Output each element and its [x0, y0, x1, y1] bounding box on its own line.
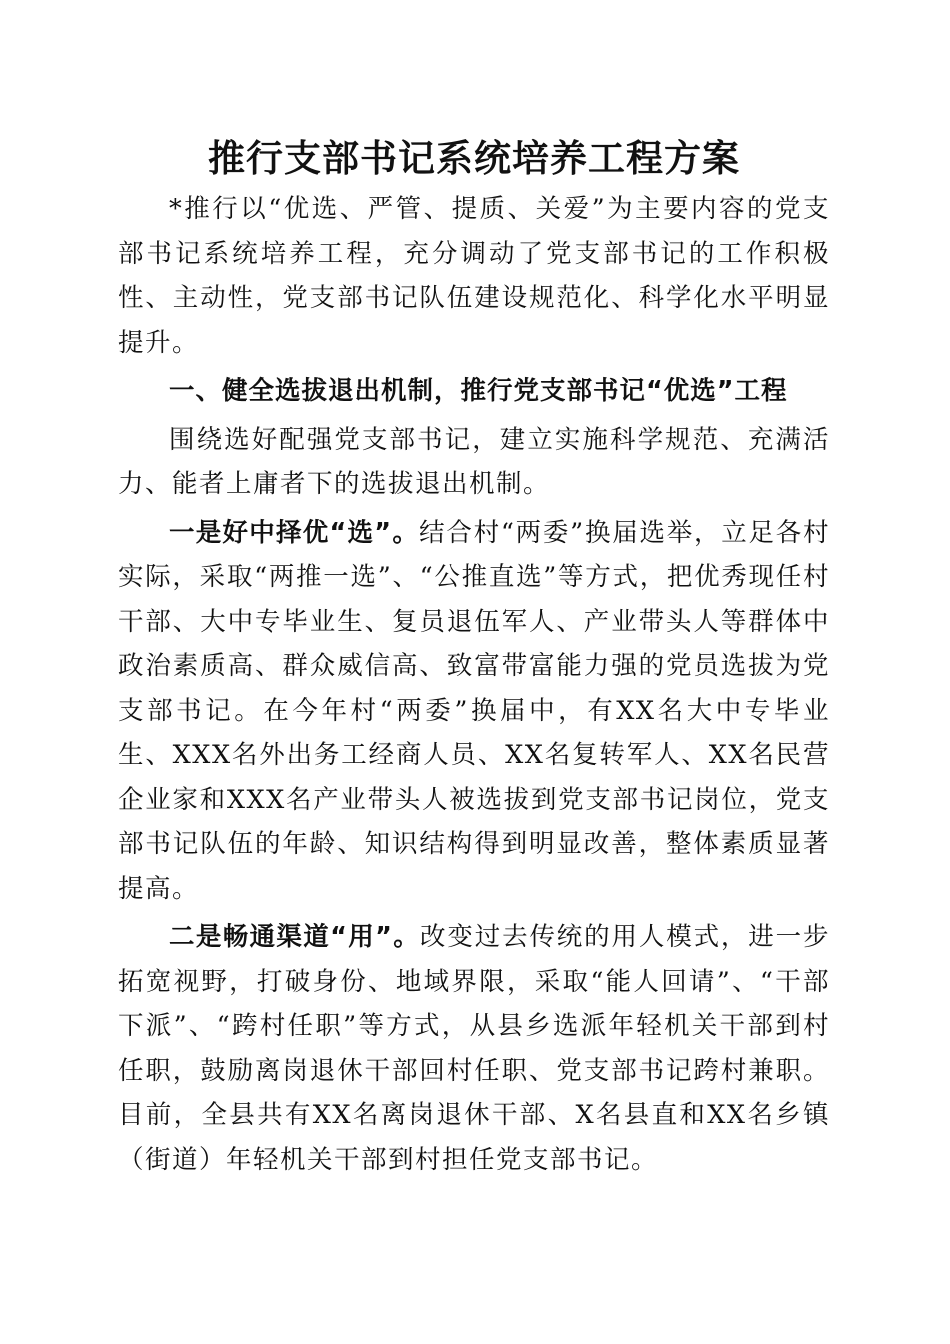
item-text-2: 改变过去传统的用人模式，进一步拓宽视野，打破身份、地域界限，采取“能人回请”、“干部下派”、“跨村任职”等方式，从县乡选派年轻机关干部到村任职，鼓励离岗退休干部回村任职、党支部书记跨村兼职。目前，全县共有XX名离岗退休干部、X名县直和XX名乡镇（街道）年轻机关干部到村担任党支部书记。 [118, 922, 830, 1175]
document-body [118, 187, 830, 1186]
item-paragraph-2 [118, 915, 830, 1182]
section-heading: 一、健全选拔退出机制，推行党支部书记“优选”工程 [169, 376, 788, 406]
document-title: 推行支部书记系统培养工程方案 [208, 137, 740, 180]
section-summary: 围绕选好配强党支部书记，建立实施科学规范、充满活力、能者上庸者下的选拔退出机制。 [118, 424, 830, 499]
item-text-1: 结合村“两委”换届选举，立足各村实际，采取“两推一选”、“公推直选”等方式，把优秀现任村干部、大中专毕业生、复员退伍军人、产业带头人等群体中政治素质高、群众威信高、致富带富能力强的党员选拔为党支部书记。在今年村“两委”换届中，有XX名大中专毕业生、XXX名外出务工经商人员、XX名复转军人、XX名民营企业家和XXX名产业带头人被选拔到党支部书记岗位，党支部书记队伍的年龄、知识结构得到明显改善，整体素质显著提高。 [118, 517, 830, 904]
item-paragraph-1 [118, 511, 830, 912]
item-lead-1: 一是好中择优“选”。 [169, 517, 420, 548]
item-lead-2: 二是畅通渠道“用”。 [169, 922, 421, 952]
intro-paragraph: *推行以“优选、严管、提质、关爱”为主要内容的党支部书记系统培养工程，充分调动了党支部书记的工作积极性、主动性，党支部书记队伍建设规范化、科学化水平明显提升。 [118, 194, 830, 358]
